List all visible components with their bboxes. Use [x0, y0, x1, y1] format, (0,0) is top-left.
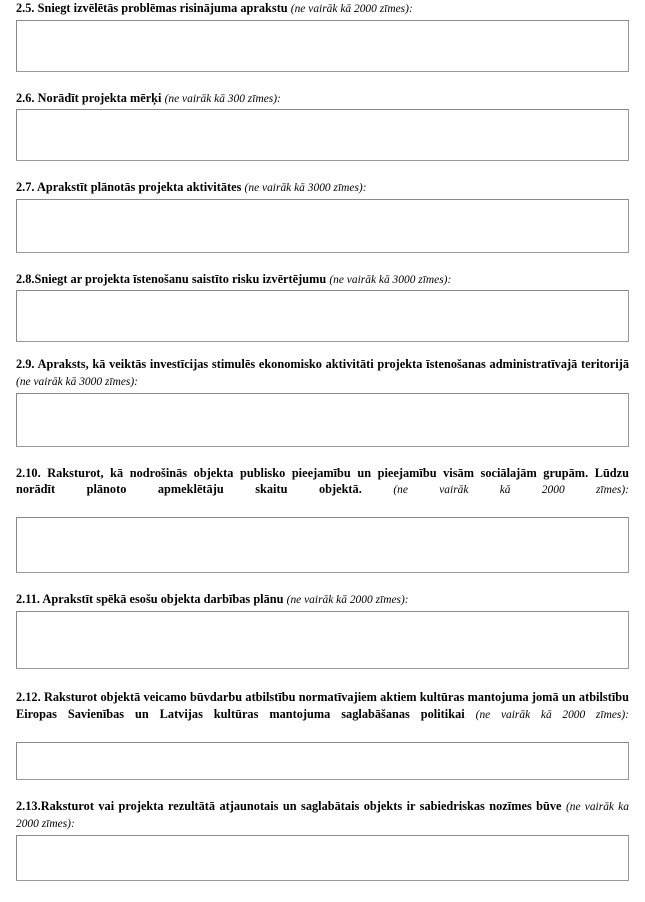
- answer-box-2-13[interactable]: [16, 835, 629, 881]
- section-heading-2-9: [16, 356, 629, 390]
- form-section-2-9: [16, 356, 629, 446]
- section-heading-2-8: [16, 271, 629, 289]
- answer-box-2-9[interactable]: [16, 393, 629, 447]
- section-heading-text-2-6: 2.6. Norādīt projekta mērķi: [16, 90, 162, 105]
- section-heading-text-2-7: 2.7. Aprakstīt plānotās projekta aktivitātes: [16, 180, 242, 195]
- answer-box-2-10[interactable]: [16, 517, 629, 573]
- answer-box-2-11[interactable]: [16, 611, 629, 669]
- form-section-2-13: [16, 798, 629, 881]
- section-limit-2-10: (ne vairāk kā 2000 zīmes):: [393, 484, 629, 497]
- section-limit-2-13: (ne vairāk ka 2000 zīmes):: [16, 800, 629, 831]
- section-heading-text-2-11: 2.11. Aprakstīt spēkā esošu objekta darbības plānu: [16, 592, 284, 607]
- section-heading-text-2-5: 2.5. Sniegt izvēlētās problēmas risinājuma aprakstu: [16, 1, 288, 15]
- section-limit-2-7: (ne vairāk kā 3000 zīmes):: [244, 182, 367, 195]
- section-heading-text-2-12: 2.12. Raksturot objektā veicamo būvdarbu atbilstību normatīvajiem aktiem kultūras mantojuma jomā un atbilstību Eiropas Savienības un Latvijas kultūras mantojuma saglabāšanas politikai: [16, 689, 629, 721]
- form-section-2-8: [16, 271, 629, 343]
- section-heading-2-12: [16, 689, 629, 740]
- answer-box-2-12[interactable]: [16, 742, 629, 780]
- spacer: [16, 669, 629, 689]
- spacer: [16, 161, 629, 179]
- spacer: [16, 573, 629, 591]
- section-heading-2-6: [16, 90, 629, 108]
- section-heading-text-2-9: 2.9. Apraksts, kā veiktās investīcijas stimulēs ekonomisko aktivitāti projekta īstenošanas administratīvajā teritorijā: [16, 357, 629, 372]
- spacer: [16, 780, 629, 798]
- section-heading-text-2-8: 2.8.Sniegt ar projekta īstenošanu saistīto risku izvērtējumu: [16, 271, 327, 286]
- form-section-2-6: [16, 90, 629, 162]
- form-section-2-11: [16, 591, 629, 669]
- section-heading-text-2-13: 2.13.Raksturot vai projekta rezultātā atjaunotais un saglabātais objekts ir sabiedriskas nozīmes būve: [16, 798, 562, 813]
- answer-box-2-5[interactable]: [16, 20, 629, 72]
- section-limit-2-8: (ne vairāk kā 3000 zīmes):: [329, 273, 452, 286]
- spacer: [16, 342, 629, 356]
- answer-box-2-7[interactable]: [16, 199, 629, 253]
- section-limit-2-6: (ne vairāk kā 300 zīmes):: [164, 92, 281, 105]
- section-heading-2-13: [16, 798, 629, 833]
- section-limit-2-9: (ne vairāk kā 3000 zīmes):: [16, 375, 138, 388]
- form-section-2-7: [16, 179, 629, 253]
- section-limit-2-12: (ne vairāk kā 2000 zīmes):: [475, 708, 629, 721]
- section-heading-2-5: [16, 0, 629, 18]
- form-section-2-12: [16, 689, 629, 780]
- section-heading-text-2-10: 2.10. Raksturot, kā nodrošinās objekta publisko pieejamību un pieejamību visām sociālajām grupām. Lūdzu norādīt plānoto apmeklētāju skaitu objektā.: [16, 465, 629, 497]
- spacer: [16, 447, 629, 465]
- spacer: [16, 253, 629, 271]
- section-heading-2-11: [16, 591, 629, 609]
- section-limit-2-11: (ne vairāk kā 2000 zīmes):: [286, 594, 409, 607]
- form-section-2-10: [16, 465, 629, 574]
- answer-box-2-6[interactable]: [16, 109, 629, 161]
- form-section-2-5: [16, 0, 629, 72]
- answer-box-2-8[interactable]: [16, 290, 629, 342]
- section-limit-2-5: (ne vairāk kā 2000 zīmes):: [290, 3, 413, 15]
- section-heading-2-10: [16, 465, 629, 516]
- section-heading-2-7: [16, 179, 629, 197]
- spacer: [16, 72, 629, 90]
